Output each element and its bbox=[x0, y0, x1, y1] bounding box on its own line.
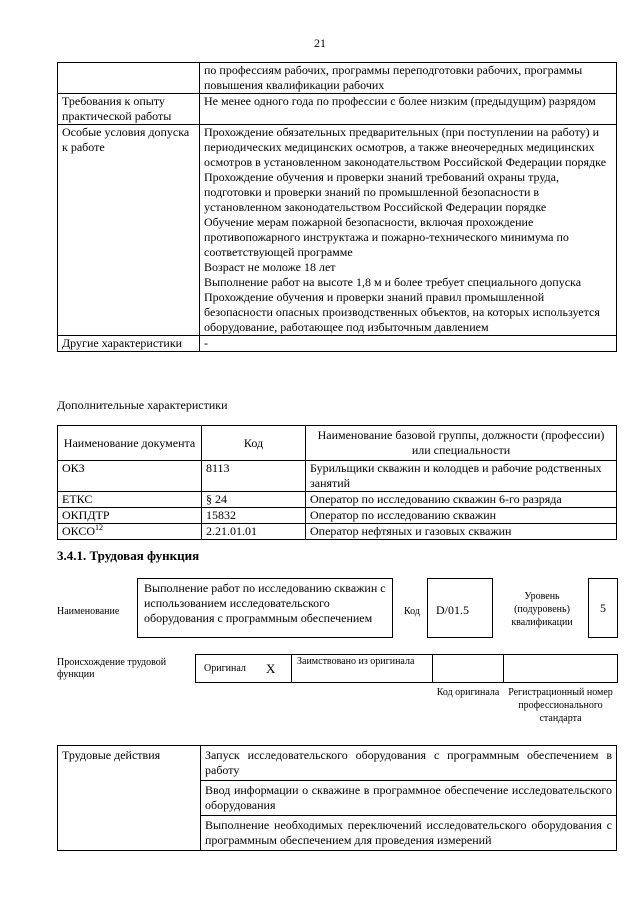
original-cell bbox=[195, 654, 292, 683]
borrowed-cell: Заимствовано из оригинала bbox=[291, 654, 433, 683]
row-value-line: Не менее одного года по профессии с более низким (предыдущим) разрядом bbox=[204, 94, 596, 108]
additional-characteristics-title: Дополнительные характеристики bbox=[57, 398, 228, 412]
row-value-line: Обучение мерам пожарной безопасности, включая прохождение противопожарного инструктажа и пожарно-технического минимума по соответствующей программе bbox=[204, 215, 569, 259]
action-item: Выполнение необходимых переключений исследовательского оборудования с программным обеспечением для проведения измерений bbox=[201, 816, 617, 851]
name-cell: Оператор по исследованию скважин 6-го разряда bbox=[306, 492, 617, 508]
doc-cell bbox=[58, 524, 202, 540]
row-label: Требования к опыту практической работы bbox=[58, 94, 200, 125]
name-cell: Оператор по исследованию скважин bbox=[306, 508, 617, 524]
row-value-line: по профессиям рабочих, программы переподготовки рабочих, программы повышения квалификации рабочих bbox=[204, 63, 583, 92]
table-row bbox=[58, 746, 617, 781]
section-title: 3.4.1. Трудовая функция bbox=[57, 548, 200, 563]
footnote-mark: 12 bbox=[95, 523, 104, 532]
table-header-row bbox=[58, 426, 617, 461]
table-row bbox=[58, 336, 617, 352]
row-value-line: Прохождение обучения и проверки знаний правил промышленной безопасности опасных производственных объектов, на которых используется оборудование, работающее под избыточным давлением bbox=[204, 290, 600, 334]
name-cell: Оператор нефтяных и газовых скважин bbox=[306, 524, 617, 540]
row-value-line: Прохождение обязательных предварительных (при поступлении на работу) и периодических медицинских осмотров, а также внеочередных медицинских осмотров в установленном законодательством Российской Федерации порядке bbox=[204, 125, 607, 169]
qualification-requirements-table bbox=[57, 62, 617, 352]
reg-number-cell bbox=[503, 654, 618, 683]
table-row bbox=[58, 63, 617, 94]
column-header: Код bbox=[202, 426, 306, 461]
row-value-line: Возраст не моложе 18 лет bbox=[204, 260, 336, 274]
row-value-line: Прохождение обучения и проверки знаний требований охраны труда, подготовки и проверки знаний по промышленной безопасности в установленном законодательством Российской Федерации порядке bbox=[204, 170, 559, 214]
row-value-line: - bbox=[204, 336, 208, 350]
code-cell: § 24 bbox=[202, 492, 306, 508]
original-label: Оригинал bbox=[204, 663, 246, 674]
code-label: Код bbox=[404, 606, 420, 617]
function-code-box: D/01.5 bbox=[427, 578, 493, 638]
page-number: 21 bbox=[314, 36, 326, 50]
row-value bbox=[200, 336, 617, 352]
table-row bbox=[58, 461, 617, 492]
actions-label: Трудовые действия bbox=[58, 746, 201, 851]
code-cell: 8113 bbox=[202, 461, 306, 492]
doc-name: ОКПДТР bbox=[62, 508, 110, 522]
name-label: Наименование bbox=[57, 606, 120, 617]
row-label: Особые условия допуска к работе bbox=[58, 125, 200, 336]
original-mark: X bbox=[266, 661, 276, 676]
level-label: Уровень (подуровень) квалификации bbox=[511, 591, 573, 628]
level-box: 5 bbox=[588, 578, 618, 638]
table-row bbox=[58, 492, 617, 508]
doc-name: ОКСО bbox=[62, 524, 96, 538]
column-header: Наименование базовой группы, должности (профессии) или специальности bbox=[306, 426, 617, 461]
table-row bbox=[58, 94, 617, 125]
doc-cell bbox=[58, 492, 202, 508]
code-original-cell bbox=[432, 654, 504, 683]
row-value bbox=[200, 125, 617, 336]
table-row bbox=[58, 125, 617, 336]
doc-cell bbox=[58, 508, 202, 524]
row-value bbox=[200, 63, 617, 94]
table-row bbox=[58, 508, 617, 524]
doc-name: ЕТКС bbox=[62, 492, 93, 506]
code-cell: 15832 bbox=[202, 508, 306, 524]
origin-label: Происхождение трудовой функции bbox=[57, 657, 167, 680]
reg-number-label: Регистрационный номер профессионального стандарта bbox=[508, 687, 613, 724]
name-cell: Бурильщики скважин и колодцев и рабочие родственных занятий bbox=[306, 461, 617, 492]
doc-name: ОКЗ bbox=[62, 461, 85, 475]
labor-actions-table bbox=[57, 745, 617, 851]
action-item: Ввод информации о скважине в программное обеспечение исследовательского оборудования bbox=[201, 781, 617, 816]
action-item: Запуск исследовательского оборудования с программным обеспечением в работу bbox=[201, 746, 617, 781]
code-original-label: Код оригинала bbox=[436, 687, 500, 698]
row-label: Другие характеристики bbox=[58, 336, 200, 352]
row-label bbox=[58, 63, 200, 94]
doc-cell bbox=[58, 461, 202, 492]
table-row bbox=[58, 524, 617, 540]
row-value bbox=[200, 94, 617, 125]
row-value-line: Выполнение работ на высоте 1,8 м и более требует специального допуска bbox=[204, 275, 582, 289]
column-header: Наименование документа bbox=[58, 426, 202, 461]
additional-characteristics-table bbox=[57, 425, 617, 540]
code-cell: 2.21.01.01 bbox=[202, 524, 306, 540]
function-name-box: Выполнение работ по исследованию скважин с использованием исследовательского оборудования с программным обеспечением bbox=[137, 578, 393, 638]
